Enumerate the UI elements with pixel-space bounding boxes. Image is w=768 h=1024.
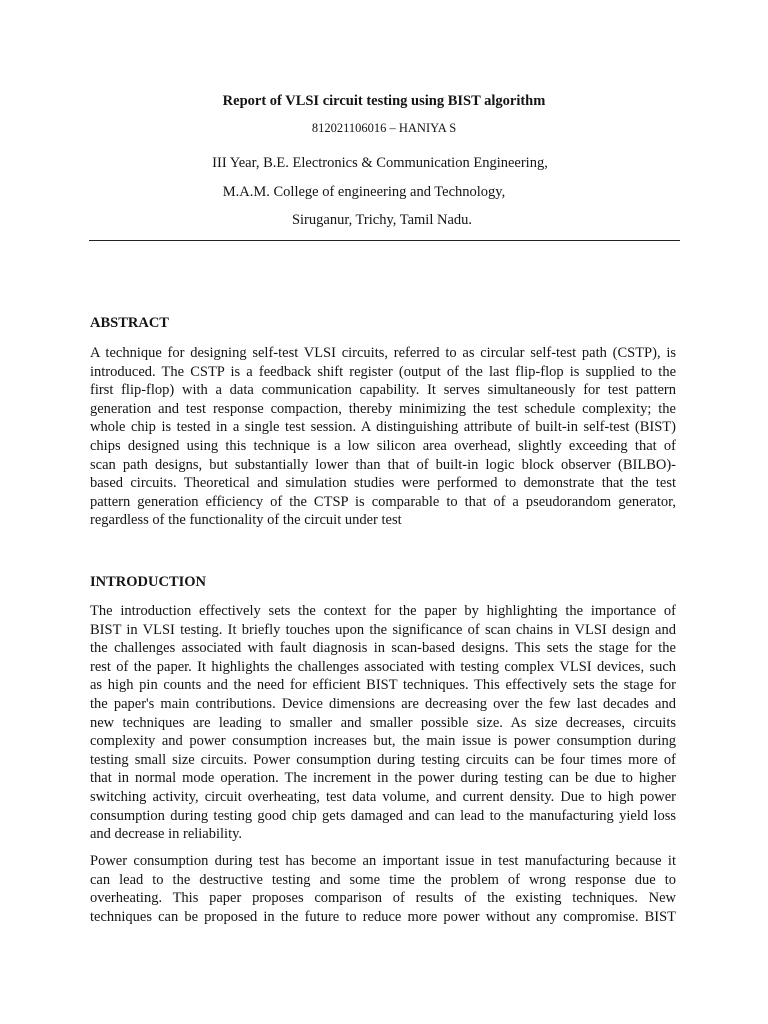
affiliation-department: III Year, B.E. Electronics & Communication Engineering, <box>212 155 548 171</box>
introduction-heading: INTRODUCTION <box>90 574 207 590</box>
abstract-heading: ABSTRACT <box>90 315 169 331</box>
author-line: 812021106016 – HANIYA S <box>311 121 457 135</box>
text-line: A technique for designing self-test VLSI circuits, referred to as circular self-test path (CSTP), is <box>90 345 676 361</box>
text-line: techniques can be proposed in the future to reduce more power without any compromise. BIST <box>90 908 676 925</box>
abstract-paragraph <box>90 344 676 530</box>
text-line: scan path designs, but substantially lower than that of built-in logic block observer (BILBO)- <box>90 456 676 473</box>
text-line: new techniques are leading to smaller and smaller possible size. As size decreases, circuits <box>90 714 676 731</box>
text-line: that in normal mode operation. The increment in the power during testing can be due to higher <box>90 770 676 787</box>
report-title: Report of VLSI circuit testing using BIST algorithm <box>222 93 546 109</box>
text-line: switching activity, circuit overheating, test data volume, and current density. Due to high power <box>90 788 676 805</box>
text-line: pattern generation efficiency of the CTSP is comparable to that of a pseudorandom generator, <box>90 493 676 510</box>
text-line: first flip-flop) with a data communication capability. It serves simultaneously for test pattern <box>90 382 676 399</box>
text-line: based circuits. Theoretical and simulation studies were performed to demonstrate that the test <box>90 475 676 492</box>
text-line: complexity and power consumption increases but, the main issue is power consumption during <box>90 733 676 750</box>
text-line: regardless of the functionality of the circuit under test <box>90 512 402 529</box>
text-line: generation and test response compaction, thereby minimizing the test schedule complexity; the <box>90 400 676 417</box>
introduction-paragraph-2 <box>90 852 676 926</box>
text-line: Power consumption during test has become an important issue in test manufacturing because it <box>90 853 676 869</box>
text-line: testing small size circuits. Power consumption during testing circuits can be four times more of <box>90 751 676 768</box>
text-line: the paper's main contributions. Device dimensions are decreasing over the few last decades and <box>90 695 676 712</box>
text-line: consumption during testing good chip gets damaged and can lead to the manufacturing yield loss <box>90 807 676 824</box>
affiliation-location: Siruganur, Trichy, Tamil Nadu. <box>291 212 473 228</box>
text-line: can lead to the destructive testing and some time the problem of wrong response due to <box>90 871 676 888</box>
introduction-paragraph-1 <box>90 602 676 844</box>
text-line: and decrease in reliability. <box>90 826 243 843</box>
text-line: whole chip is tested in a single test session. A distinguishing attribute of built-in self-test (BIST) <box>90 419 676 436</box>
text-line: overheating. This paper proposes comparison of results of the existing techniques. New <box>90 890 676 907</box>
header-divider <box>89 240 680 241</box>
text-line: The introduction effectively sets the context for the paper by highlighting the importance of <box>90 603 676 619</box>
affiliation-college: M.A.M. College of engineering and Technology, <box>222 184 506 200</box>
text-line: the challenges associated with fault diagnosis in scan-based designs. This sets the stage for the <box>90 640 676 657</box>
text-line: rest of the paper. It highlights the challenges associated with testing complex VLSI devices, such <box>90 658 676 675</box>
text-line: chips designed using this technique is a low silicon area overhead, slightly exceeding that of <box>90 437 676 454</box>
text-line: BIST in VLSI testing. It briefly touches upon the significance of scan chains in VLSI design and <box>90 621 676 638</box>
text-line: as high pin counts and the need for efficient BIST techniques. This effectively sets the stage for <box>90 677 676 694</box>
text-line: introduced. The CSTP is a feedback shift register (output of the last flip-flop is supplied to the <box>90 363 676 380</box>
